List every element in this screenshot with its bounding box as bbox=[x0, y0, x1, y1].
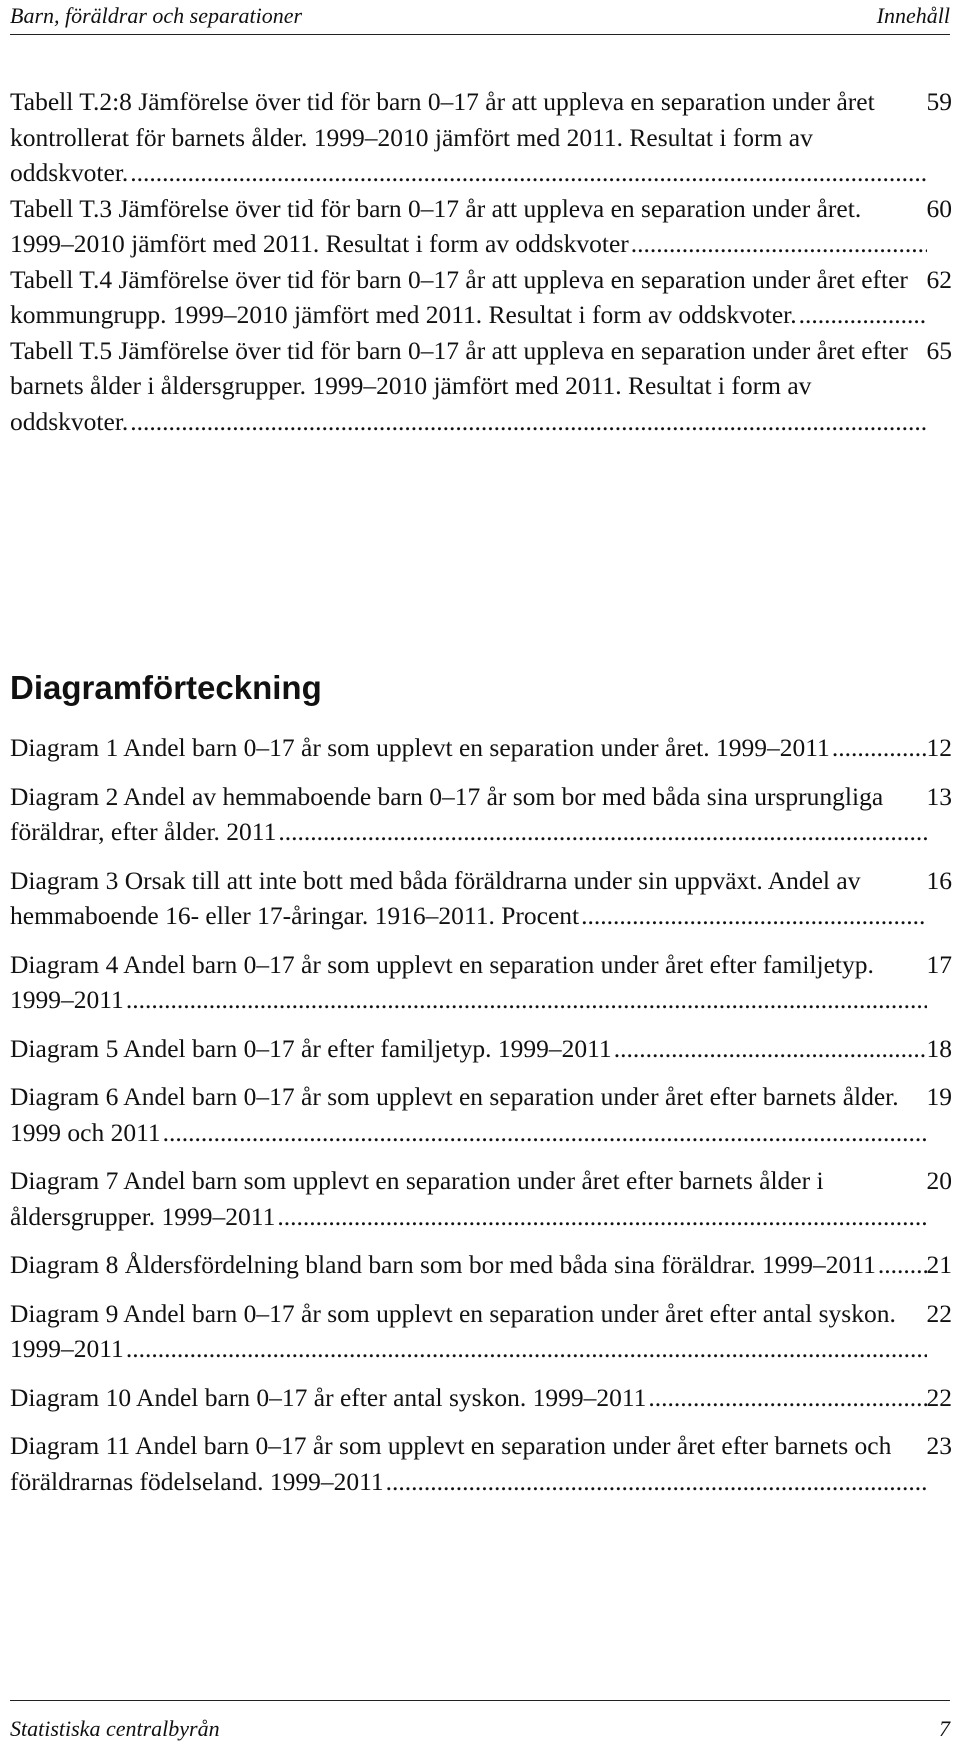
toc-page-number: 23 bbox=[927, 1428, 953, 1464]
toc-entry-text: Diagram 7 Andel barn som upplevt en separation under året efter barnets ålder i åldersgrupper. 1999–2011 ..... bbox=[10, 1166, 824, 1231]
toc-entry-text: Diagram 3 Orsak till att inte bott med båda föräldrarna under sin uppväxt. Andel av hemmaboende 16- eller 17-åringar. 1916–2011. Procent ..... bbox=[10, 866, 860, 931]
toc-entry[interactable] bbox=[10, 1079, 952, 1150]
toc-entry-text: Diagram 1 Andel barn 0–17 år som upplevt en separation under året. 1999–2011 ..... bbox=[10, 733, 830, 762]
running-footer bbox=[10, 1700, 950, 1745]
toc-entry[interactable] bbox=[10, 730, 952, 766]
toc-entry-text: Tabell T.5 Jämförelse över tid för barn 0–17 år att uppleva en separation under året efter barnets ålder i åldersgrupper. 1999–2010 jämfört med 2011. Resultat i form av oddskvoter. ..... bbox=[10, 336, 908, 436]
toc-page-number: 60 bbox=[927, 191, 953, 227]
running-header bbox=[10, 0, 950, 35]
toc-page-number: 17 bbox=[927, 947, 953, 983]
toc-entry-text: Tabell T.4 Jämförelse över tid för barn 0–17 år att uppleva en separation under året efter kommungrupp. 1999–2010 jämfört med 2011. Resultat i form av oddskvoter. ..... bbox=[10, 265, 908, 330]
toc-page-number: 16 bbox=[927, 863, 953, 899]
toc-entry[interactable] bbox=[10, 191, 952, 262]
toc-entry[interactable] bbox=[10, 262, 952, 333]
toc-entry[interactable] bbox=[10, 863, 952, 934]
footer-publisher: Statistiska centralbyrån bbox=[10, 1716, 220, 1741]
toc-page-number: 13 bbox=[927, 779, 953, 815]
table-list bbox=[10, 84, 952, 439]
toc-page-number: 22 bbox=[927, 1380, 953, 1416]
toc-entry-text: Tabell T.3 Jämförelse över tid för barn 0–17 år att uppleva en separation under året. 1999–2010 jämfört med 2011. Resultat i form av oddskvoter ..... bbox=[10, 194, 861, 259]
diagram-list bbox=[10, 730, 952, 1512]
toc-entry-text: Tabell T.2:8 Jämförelse över tid för barn 0–17 år att uppleva en separation under året kontrollerat för barnets ålder. 1999–2010 jämfört med 2011. Resultat i form av oddskvoter. ..... bbox=[10, 87, 875, 187]
toc-entry-text: Diagram 10 Andel barn 0–17 år efter antal syskon. 1999–2011 ..... bbox=[10, 1383, 646, 1412]
toc-entry[interactable] bbox=[10, 1247, 952, 1283]
toc-entry[interactable] bbox=[10, 84, 952, 191]
toc-entry[interactable] bbox=[10, 1380, 952, 1416]
toc-entry-text: Diagram 9 Andel barn 0–17 år som upplevt en separation under året efter antal syskon. 1999–2011 ..... bbox=[10, 1299, 896, 1364]
toc-page-number: 65 bbox=[927, 333, 953, 369]
toc-entry-text: Diagram 2 Andel av hemmaboende barn 0–17 år som bor med båda sina ursprungliga föräldrar, efter ålder. 2011 ..... bbox=[10, 782, 883, 847]
toc-entry[interactable] bbox=[10, 1031, 952, 1067]
toc-entry-text: Diagram 6 Andel barn 0–17 år som upplevt en separation under året efter barnets ålder. 1999 och 2011 ..... bbox=[10, 1082, 899, 1147]
toc-page-number: 18 bbox=[927, 1031, 953, 1067]
toc-entry[interactable] bbox=[10, 779, 952, 850]
header-title: Barn, föräldrar och separationer bbox=[10, 3, 303, 28]
toc-page-number: 62 bbox=[927, 262, 953, 298]
footer-page-number: 7 bbox=[939, 1716, 950, 1741]
toc-page-number: 22 bbox=[927, 1296, 953, 1332]
toc-entry-text: Diagram 11 Andel barn 0–17 år som upplevt en separation under året efter barnets och föräldrarnas födelseland. 1999–2011 ..... bbox=[10, 1431, 891, 1496]
toc-entry-text: Diagram 5 Andel barn 0–17 år efter familjetyp. 1999–2011 ..... bbox=[10, 1034, 612, 1063]
toc-entry[interactable] bbox=[10, 1296, 952, 1367]
toc-page-number: 59 bbox=[927, 84, 953, 120]
header-section: Innehåll bbox=[876, 3, 950, 28]
diagram-list-heading: Diagramförteckning bbox=[10, 669, 322, 706]
toc-page-number: 20 bbox=[927, 1163, 953, 1199]
toc-page-number: 21 bbox=[927, 1247, 953, 1283]
toc-entry-text: Diagram 4 Andel barn 0–17 år som upplevt en separation under året efter familjetyp. 1999–2011 ..... bbox=[10, 950, 874, 1015]
toc-entry[interactable] bbox=[10, 1428, 952, 1499]
toc-entry[interactable] bbox=[10, 333, 952, 440]
toc-entry[interactable] bbox=[10, 1163, 952, 1234]
toc-page-number: 19 bbox=[927, 1079, 953, 1115]
toc-page-number: 12 bbox=[927, 730, 953, 766]
toc-entry[interactable] bbox=[10, 947, 952, 1018]
toc-entry-text: Diagram 8 Åldersfördelning bland barn som bor med båda sina föräldrar. 1999–2011 ..... bbox=[10, 1250, 876, 1279]
